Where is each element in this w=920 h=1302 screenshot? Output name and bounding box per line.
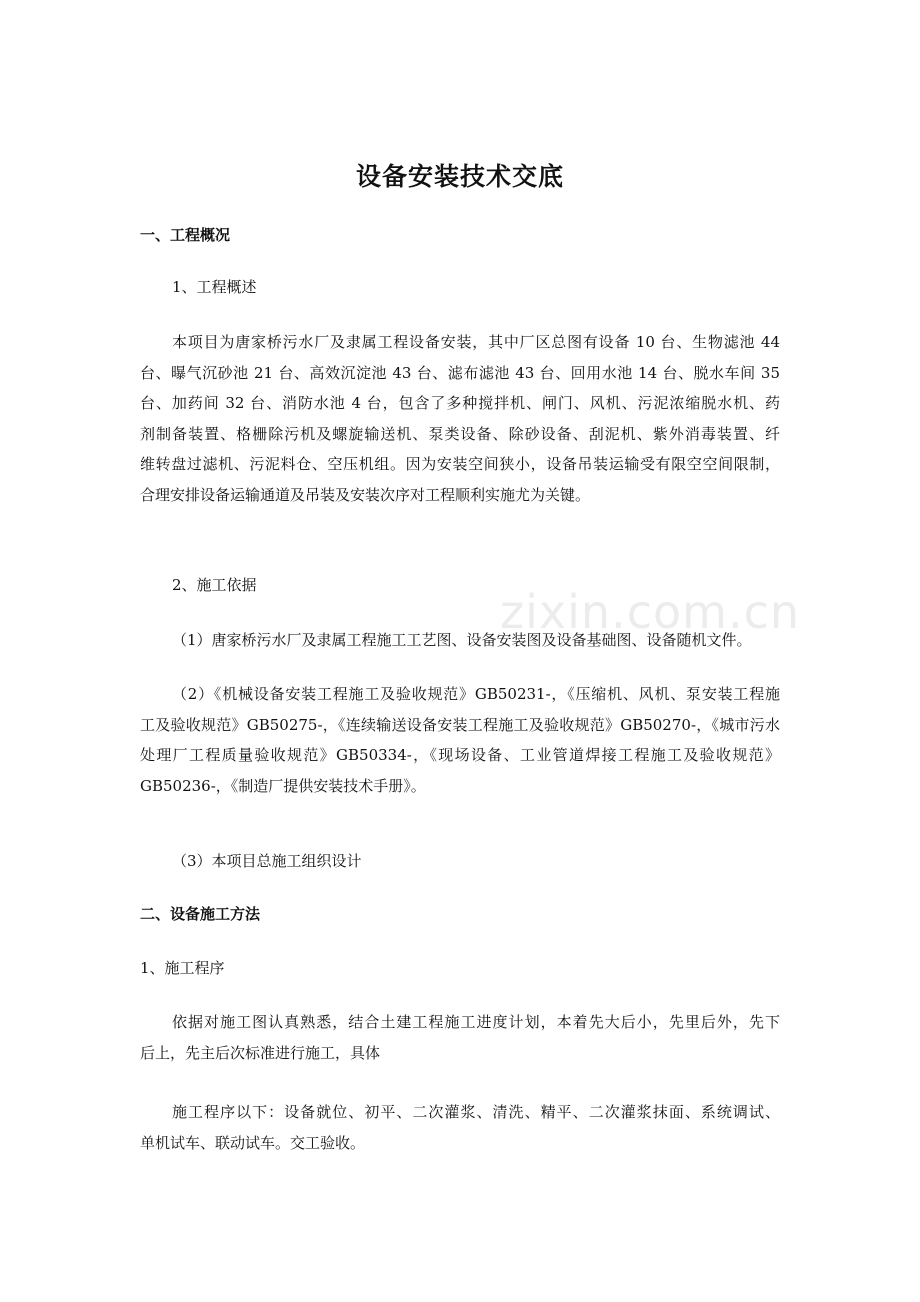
watermark: zixin.com.cn (500, 585, 801, 639)
paragraph-line: 合理安排设备运输通道及吊装及安装次序对工程顺利实施尤为关键。 (140, 485, 591, 504)
subsection-heading-2-1: 1、施工程序 (140, 959, 225, 977)
subsection-heading-1-1: 1、工程概述 (172, 278, 257, 296)
basis-item-1: （1）唐家桥污水厂及隶属工程施工工艺图、设备安装图及设备基础图、设备随机文件。 (172, 631, 752, 649)
paragraph-procedure-steps (140, 1097, 780, 1158)
subsection-heading-1-2: 2、施工依据 (172, 576, 257, 594)
basis-item-2 (140, 679, 780, 801)
paragraph-line: 剂制备装置、格栅除污机及螺旋输送机、泵类设备、除砂设备、刮泥机、紫外消毒装置、纤 (140, 424, 780, 443)
paragraph-line: 施工程序以下：设备就位、初平、二次灌浆、清洗、精平、二次灌浆抹面、系统调试、 (172, 1103, 780, 1121)
paragraph-line: 本项目为唐家桥污水厂及隶属工程设备安装，其中厂区总图有设备 10 台、生物滤池 44 (172, 333, 780, 351)
paragraph-line: 依据对施工图认真熟悉，结合土建工程施工进度计划，本着先大后小，先里后外，先下 (172, 1013, 780, 1031)
section-heading-1: 一、工程概况 (140, 226, 231, 244)
paragraph-line: 台、加药间 32 台、消防水池 4 台，包含了多种搅拌机、闸门、风机、污泥浓缩脱水机、药 (140, 394, 780, 412)
paragraph-line: 工及验收规范》GB50275-，《连续输送设备安装工程施工及验收规范》GB50270-，《城市污水 (140, 715, 780, 734)
document-title: 设备安装技术交底 (355, 162, 564, 191)
paragraph-overview (140, 327, 780, 510)
paragraph-line: 单机试车、联动试车。交工验收。 (140, 1133, 366, 1152)
paragraph-procedure (140, 1007, 780, 1068)
basis-item-3: （3）本项目总施工组织设计 (172, 852, 362, 870)
paragraph-line: 台、曝气沉砂池 21 台、高效沉淀池 43 台、滤布滤池 43 台、回用水池 14 台、脱水车间 35 (140, 363, 780, 382)
section-heading-2: 二、设备施工方法 (140, 905, 261, 923)
paragraph-line: 后上，先主后次标准进行施工，具体 (140, 1043, 381, 1062)
paragraph-line: 处理厂工程质量验收规范》GB50334-，《现场设备、工业管道焊接工程施工及验收规范》 (140, 746, 780, 764)
paragraph-line: 维转盘过滤机、污泥料仓、空压机组。因为安装空间狭小，设备吊装运输受有限空空间限制， (140, 455, 780, 473)
paragraph-line: GB50236-，《制造厂提供安装技术手册》。 (140, 776, 426, 795)
paragraph-line: （2）《机械设备安装工程施工及验收规范》GB50231-，《压缩机、风机、泵安装工程施 (172, 685, 780, 703)
